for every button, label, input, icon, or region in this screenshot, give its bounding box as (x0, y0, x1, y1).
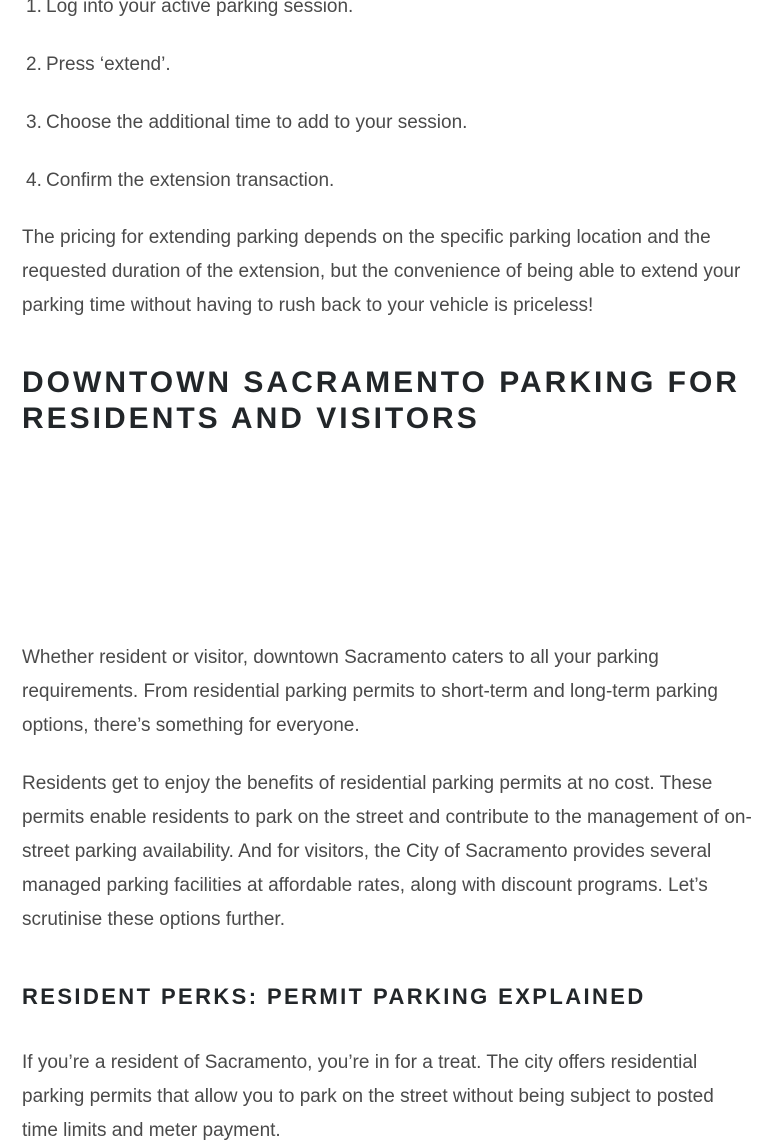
step-number: 4. (26, 170, 42, 191)
blank-ad-space (22, 452, 752, 632)
list-item (0, 94, 770, 152)
step-text: Choose the additional time to add to your session. (46, 112, 468, 133)
step-number: 1. (26, 0, 42, 17)
step-text: Log into your active parking session. (46, 0, 354, 17)
resident-visitor-paragraph: Whether resident or visitor, downtown Sacramento caters to all your parking requirements. From residential parking permits to short-term and long-term parking options, there’s something for everyone. (22, 647, 718, 736)
step-text: Press ‘extend’. (46, 54, 171, 75)
list-item (0, 152, 770, 210)
extend-steps-list (0, 0, 770, 210)
list-item (0, 0, 770, 36)
downtown-parking-heading: DOWNTOWN SACRAMENTO PARKING FOR RESIDENTS AND VISITORS (22, 366, 740, 435)
permits-paragraph: Residents get to enjoy the benefits of residential parking permits at no cost. These permits enable residents to park on the street and contribute to the management of on-street parking availability. And for visitors, the City of Sacramento provides several managed parking facilities at affordable rates, along with discount programs. Let’s scrutinise these options further. (22, 773, 752, 930)
resident-perks-heading: RESIDENT PERKS: PERMIT PARKING EXPLAINED (22, 984, 646, 1009)
resident-perks-paragraph: If you’re a resident of Sacramento, you’re in for a treat. The city offers residential parking permits that allow you to park on the street without being subject to posted time limits and meter payment. (22, 1052, 714, 1141)
list-item (0, 36, 770, 94)
step-text: Confirm the extension transaction. (46, 170, 335, 191)
pricing-paragraph: The pricing for extending parking depends on the specific parking location and the requested duration of the extension, but the convenience of being able to extend your parking time without having to rush back to your vehicle is priceless! (22, 227, 741, 316)
step-number: 2. (26, 54, 42, 75)
step-number: 3. (26, 112, 42, 133)
